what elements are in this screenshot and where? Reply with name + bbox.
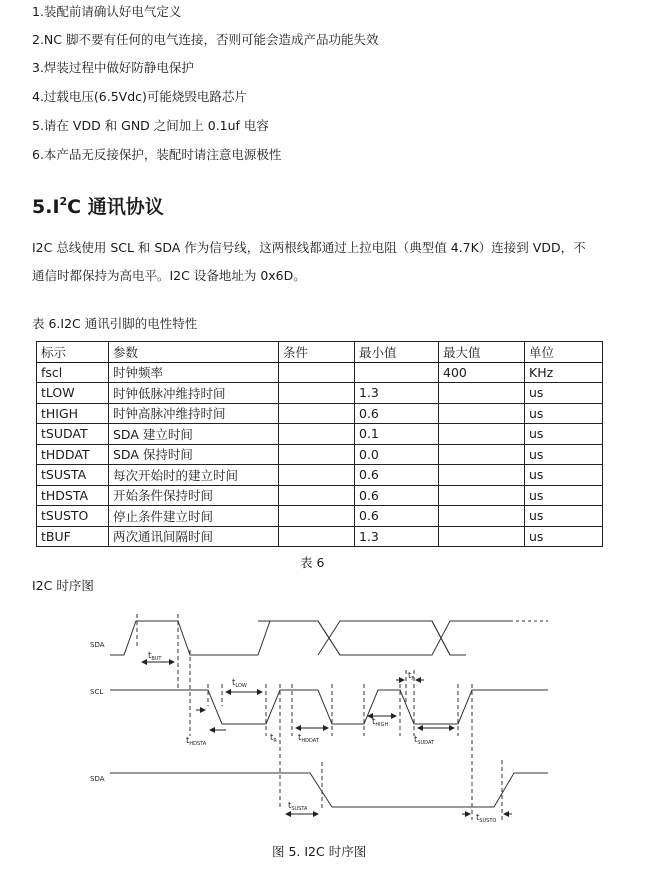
table-cell: fscl xyxy=(37,362,109,383)
table-cell: us xyxy=(525,424,603,445)
sda-top-label: SDA xyxy=(90,641,105,649)
header-cell: 最大值 xyxy=(439,342,525,363)
table-cell: us xyxy=(525,506,603,527)
table-cell: us xyxy=(525,383,603,404)
table-cell xyxy=(279,444,355,465)
timing-arrows xyxy=(142,662,512,814)
table-row xyxy=(37,465,603,486)
table-cell: 时钟高脉冲维持时间 xyxy=(109,403,279,424)
table-cell xyxy=(279,362,355,383)
table-cell: 0.1 xyxy=(355,424,439,445)
label-t-susta: $t_{SUSTA}$ xyxy=(288,801,308,812)
table-cell xyxy=(279,403,355,424)
table-row xyxy=(37,383,603,404)
table-cell xyxy=(439,383,525,404)
label-t-low: $t_{LOW}$ xyxy=(232,678,247,689)
header-cell: 参数 xyxy=(109,342,279,363)
table-cell: 0.6 xyxy=(355,465,439,486)
table-cell: us xyxy=(525,465,603,486)
electrical-spec-table xyxy=(36,341,603,547)
table-cell xyxy=(439,424,525,445)
table-row xyxy=(37,444,603,465)
sda-bottom-label: SDA xyxy=(90,775,105,783)
table-cell: us xyxy=(525,444,603,465)
table-footer-label: 表 6 xyxy=(300,555,325,570)
table-cell: KHz xyxy=(525,362,603,383)
timing-guide-lines xyxy=(137,614,502,820)
i2c-timing-diagram xyxy=(0,600,667,840)
table-cell: 400 xyxy=(439,362,525,383)
table-cell xyxy=(279,424,355,445)
header-cell: 条件 xyxy=(279,342,355,363)
table-cell xyxy=(439,403,525,424)
table-cell: SDA 建立时间 xyxy=(109,424,279,445)
table-cell: 时钟低脉冲维持时间 xyxy=(109,383,279,404)
header-cell: 单位 xyxy=(525,342,603,363)
table-cell: tBUF xyxy=(37,526,109,547)
table-cell: tSUDAT xyxy=(37,424,109,445)
table-cell xyxy=(355,362,439,383)
table-cell: SDA 保持时间 xyxy=(109,444,279,465)
note-6: 6.本产品无反接保护，装配时请注意电源极性 xyxy=(32,147,282,162)
figure-caption: 图 5. I2C 时序图 xyxy=(272,844,367,859)
table-row xyxy=(37,403,603,424)
label-t-hdsta: $t_{HDSTA}$ xyxy=(186,736,207,747)
table-cell: 0.0 xyxy=(355,444,439,465)
header-cell: 标示 xyxy=(37,342,109,363)
note-4: 4.过载电压(6.5Vdc)可能烧毁电路芯片 xyxy=(32,89,247,104)
table-cell xyxy=(439,506,525,527)
table-cell xyxy=(439,485,525,506)
table-cell: 每次开始时的建立时间 xyxy=(109,465,279,486)
table-cell: us xyxy=(525,485,603,506)
table-cell: tLOW xyxy=(37,383,109,404)
table-cell xyxy=(439,444,525,465)
label-t-sudat: $t_{SUDAT}$ xyxy=(414,735,435,746)
label-t-r: $t_R$ xyxy=(270,733,277,744)
table-cell: 0.6 xyxy=(355,485,439,506)
label-t-hddat: $t_{HDDAT}$ xyxy=(298,733,319,744)
scl-label: SCL xyxy=(90,688,104,696)
heading-suffix: C 通讯协议 xyxy=(67,196,164,218)
table-cell: tHDSTA xyxy=(37,485,109,506)
table-cell xyxy=(439,465,525,486)
table-row xyxy=(37,424,603,445)
table-cell: tHDDAT xyxy=(37,444,109,465)
table-cell: tSUSTA xyxy=(37,465,109,486)
table-cell: 1.3 xyxy=(355,526,439,547)
table-cell: us xyxy=(525,403,603,424)
note-1: 1.装配前请确认好电气定义 xyxy=(32,4,182,19)
header-cell: 最小值 xyxy=(355,342,439,363)
table-cell: 停止条件建立时间 xyxy=(109,506,279,527)
table-cell xyxy=(279,485,355,506)
table-row xyxy=(37,485,603,506)
table-header-row xyxy=(37,342,603,363)
table-row xyxy=(37,526,603,547)
label-t-f: $t_F$ xyxy=(408,671,415,682)
table-cell: tHIGH xyxy=(37,403,109,424)
label-t-susto: $t_{SUSTO}$ xyxy=(476,813,497,824)
sda-bottom-waveform xyxy=(110,773,548,807)
note-2: 2.NC 脚不要有任何的电气连接，否则可能会造成产品功能失效 xyxy=(32,32,379,47)
table-cell: 时钟频率 xyxy=(109,362,279,383)
diagram-title: I2C 时序图 xyxy=(32,578,94,593)
scl-waveform xyxy=(110,690,548,724)
table-cell: 0.6 xyxy=(355,403,439,424)
table-cell xyxy=(279,465,355,486)
table-cell: 两次通讯间隔时间 xyxy=(109,526,279,547)
sda-top-waveform xyxy=(110,621,548,655)
section-heading xyxy=(32,192,164,219)
intro-paragraph-line-1: I2C 总线使用 SCL 和 SDA 作为信号线，这两根线都通过上拉电阻（典型值 4.7K）连接到 VDD，不 xyxy=(32,240,586,255)
table-cell xyxy=(439,526,525,547)
label-t-high: $t_{HIGH}$ xyxy=(372,717,389,728)
table-cell: 开始条件保持时间 xyxy=(109,485,279,506)
table-cell xyxy=(279,506,355,527)
table-cell: 1.3 xyxy=(355,383,439,404)
note-3: 3.焊装过程中做好防静电保护 xyxy=(32,60,194,75)
table-cell: tSUSTO xyxy=(37,506,109,527)
table-cell xyxy=(279,383,355,404)
table-cell: us xyxy=(525,526,603,547)
intro-paragraph-line-2: 通信时都保持为高电平。I2C 设备地址为 0x6D。 xyxy=(32,268,306,283)
table-caption: 表 6.I2C 通讯引脚的电性特性 xyxy=(32,316,198,331)
label-t-but: $t_{BUT}$ xyxy=(148,651,162,662)
table-cell: 0.6 xyxy=(355,506,439,527)
table-cell xyxy=(279,526,355,547)
note-5: 5.请在 VDD 和 GND 之间加上 0.1uf 电容 xyxy=(32,118,269,133)
table-row xyxy=(37,506,603,527)
heading-prefix: 5.I xyxy=(32,196,60,218)
table-row xyxy=(37,362,603,383)
heading-superscript: 2 xyxy=(59,194,68,208)
